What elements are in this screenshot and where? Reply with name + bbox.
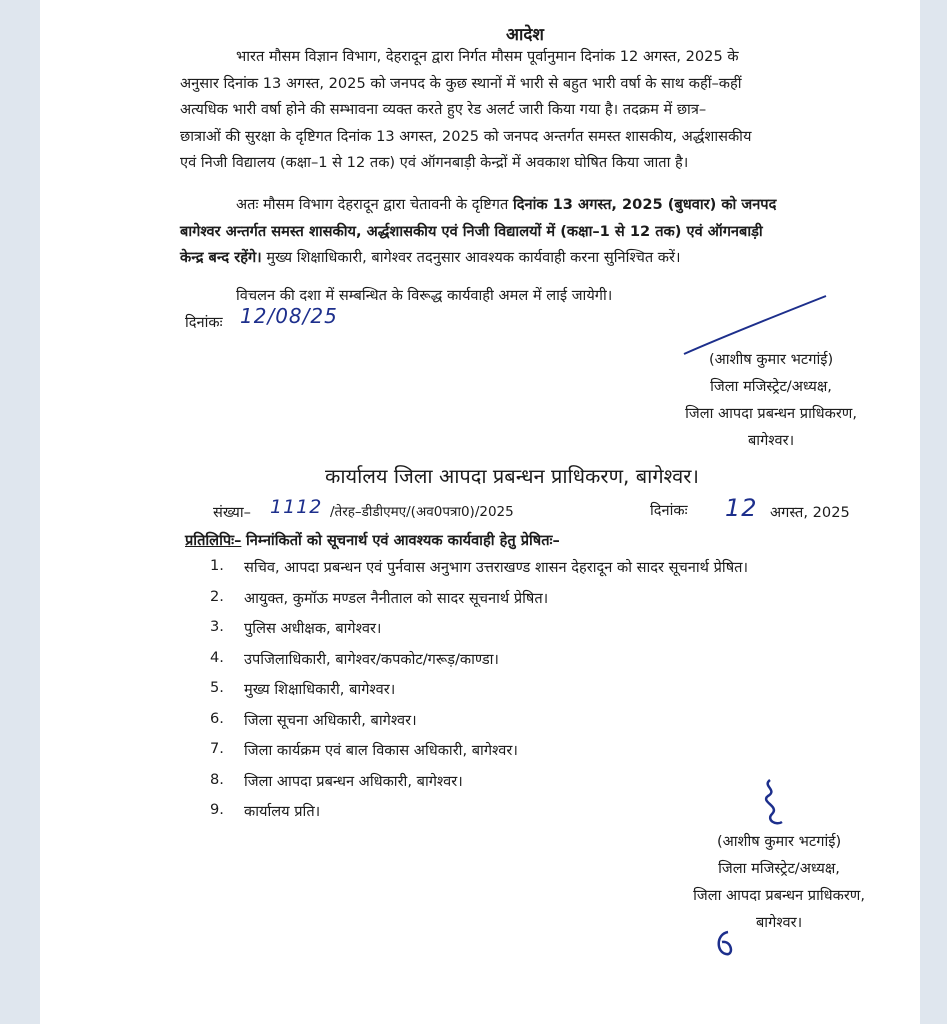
office-date-handwritten: 12 — [725, 494, 758, 522]
order-date-label: दिनांकः — [185, 314, 223, 331]
paragraph-line: एवं निजी विद्यालय (कक्षा–1 से 12 तक) एवं ऑगनबाड़ी केन्द्रों में अवकाश घोषित किया जाता है। — [180, 154, 689, 171]
paragraph-line: अनुसार दिनांक 13 अगस्त, 2025 को जनपद के कुछ स्थानों में भारी से बहुत भारी वर्षा के साथ कहीं–कहीं — [180, 74, 742, 92]
order-title: आदेश — [506, 25, 544, 45]
list-item: 2. आयुक्त, कुमॉऊ मण्डल नैनीताल को सादर सूचनार्थ प्रेषित। — [210, 587, 549, 607]
copy-header — [185, 530, 560, 550]
order-paragraph-1 — [180, 44, 876, 177]
list-item: 5. मुख्य शिक्षाधिकारी, बागेश्वर। — [210, 679, 396, 698]
paragraph-bold-text: बागेश्वर अन्तर्गत समस्त शासकीय, अर्द्धशासकीय एवं निजी विद्यालयों में (कक्षा–1 से 12 तक) एवं ऑगनबाड़ी — [180, 222, 763, 240]
paragraph-line: भारत मौसम विज्ञान विभाग, देहरादून द्वारा निर्गत मौसम पूर्वानुमान दिनांक 12 अगस्त, 2025 के — [236, 48, 739, 65]
order-paragraph-2 — [180, 192, 876, 272]
copy-label: प्रतिलिपिः– — [185, 532, 242, 549]
paragraph-line: अत्यधिक भारी वर्षा होने की सम्भावना व्यक्त करते हुए रेड अलर्ट जारी किया गया है। तदक्रम में छात्र– — [180, 101, 707, 118]
signatory-place: बागेश्वर। — [755, 914, 803, 931]
paragraph-bold-text: केन्द्र बन्द रहेंगे। — [180, 249, 262, 266]
recipients-list — [210, 557, 748, 832]
signatory-block — [685, 346, 857, 454]
signatory-name: (आशीष कुमार भटगांई) — [708, 351, 834, 368]
list-item: 3. पुलिस अधीक्षक, बागेश्वर। — [210, 618, 382, 637]
list-item: 4. उपजिलाधिकारी, बागेश्वर/कपकोट/गरूड़/काण्डा। — [210, 648, 499, 668]
list-item: 6. जिला सूचना अधिकारी, बागेश्वर। — [210, 709, 417, 729]
signatory-place: बागेश्वर। — [747, 432, 795, 449]
reference-code: /तेरह–डीडीएमए/(अव0पत्रा0)/2025 — [330, 504, 514, 520]
order-date-handwritten: 12/08/25 — [240, 304, 338, 328]
paragraph-bold-text: दिनांक 13 अगस्त, 2025 (बुधवार) को जनपद — [512, 196, 777, 213]
paragraph-line: छात्राओं की सुरक्षा के दृष्टिगत दिनांक 13 अगस्त, 2025 को जनपद अन्तर्गत समस्त शासकीय, अर्द्धशासकीय — [180, 127, 752, 145]
signatory-block-2 — [693, 828, 865, 936]
handwritten-initial-mark — [752, 776, 792, 836]
office-date-label: दिनांकः — [650, 502, 688, 519]
list-item: 8. जिला आपदा प्रबन्धन अधिकारी, बागेश्वर। — [210, 770, 463, 790]
signatory-designation: जिला मजिस्ट्रेट/अध्यक्ष, — [718, 860, 840, 877]
office-heading: कार्यालय जिला आपदा प्रबन्धन प्राधिकरण, बागेश्वर। — [325, 464, 700, 488]
signatory-authority: जिला आपदा प्रबन्धन प्राधिकरण, — [685, 405, 857, 422]
list-item: 1. सचिव, आपदा प्रबन्धन एवं पुर्नवास अनुभाग उत्तराखण्ड शासन देहरादून को सादर सूचनार्थ प्रेषित। — [210, 557, 748, 576]
copy-intro: निम्नांकितों को सूचनार्थ एवं आवश्यक कार्यवाही हेतु प्रेषितः– — [246, 532, 560, 549]
office-date-rest: अगस्त, 2025 — [770, 504, 850, 521]
order-paragraph-3: विचलन की दशा में सम्बन्धित के विरूद्ध कार्यवाही अमल में लाई जायेगी। — [236, 287, 613, 304]
paragraph-text: मुख्य शिक्षाधिकारी, बागेश्वर तदनुसार आवश्यक कार्यवाही करना सुनिश्चित करें। — [261, 249, 681, 266]
reference-label: संख्या– — [213, 504, 251, 521]
paragraph-text: अतः मौसम विभाग देहरादून द्वारा चेतावनी के दृष्टिगत — [236, 196, 513, 213]
signatory-authority: जिला आपदा प्रबन्धन प्राधिकरण, — [693, 887, 865, 904]
reference-number-handwritten: 1112 — [270, 496, 323, 518]
list-item: 7. जिला कार्यक्रम एवं बाल विकास अधिकारी, बागेश्वर। — [210, 740, 518, 759]
list-item: 9. कार्यालय प्रति। — [210, 801, 321, 820]
signatory-name: (आशीष कुमार भटगांई) — [716, 833, 842, 850]
signatory-designation: जिला मजिस्ट्रेट/अध्यक्ष, — [710, 378, 832, 395]
